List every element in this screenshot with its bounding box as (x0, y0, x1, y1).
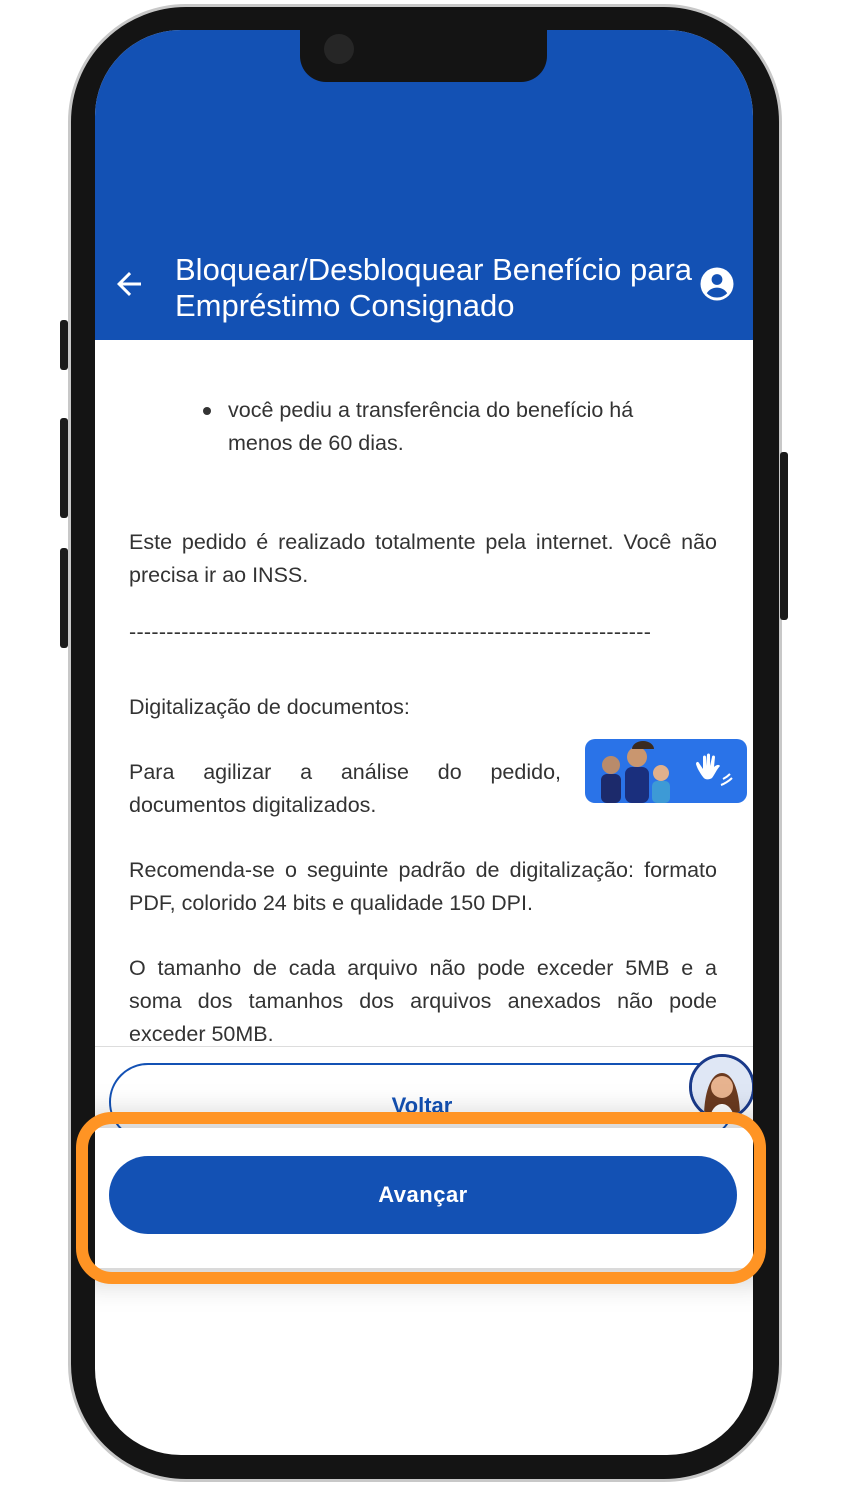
section-title: Digitalização de documentos: (129, 695, 410, 719)
phone-notch (300, 30, 547, 82)
sign-language-hands-icon (693, 749, 735, 791)
virtual-assistant-avatar[interactable] (689, 1054, 753, 1120)
list-item: você pediu a transferência do benefício há menos de 60 dias. (203, 394, 693, 460)
libras-avatars-icon (585, 739, 685, 803)
online-request-paragraph: Este pedido é realizado totalmente pela internet. Você não precisa ir ao INSS. (129, 530, 717, 587)
phone-volume-down (60, 548, 68, 648)
highlight-frame (76, 1112, 766, 1284)
avancar-button[interactable]: Avançar (109, 1156, 737, 1234)
arrow-left-icon[interactable] (111, 266, 147, 302)
phone-power-button (780, 452, 788, 620)
requirements-list (203, 394, 693, 460)
dashed-divider: ---------------------------------------------------------------------- (129, 620, 652, 644)
libras-translator-button[interactable] (585, 739, 747, 803)
app-header (95, 30, 753, 340)
footer-divider (95, 1046, 753, 1047)
padrao-paragraph: Recomenda-se o seguinte padrão de digitalização: formato PDF, colorido 24 bits e qualidade 150 DPI. (129, 858, 717, 915)
agilizar-paragraph: Para agilizar a análise do pedido, documentos digitalizados. (129, 760, 561, 817)
phone-volume-up (60, 418, 68, 518)
user-circle-icon[interactable] (699, 266, 735, 302)
phone-silent-switch (60, 320, 68, 370)
page-title: Bloquear/Desbloquear Benefício para Empréstimo Consignado (175, 252, 693, 323)
assistant-face-icon (692, 1057, 752, 1117)
front-camera (324, 34, 354, 64)
tamanho-paragraph: O tamanho de cada arquivo não pode exceder 5MB e a soma dos tamanhos dos arquivos anexados não pode exceder 50MB. (129, 956, 717, 1046)
voltar-label: Voltar (391, 1093, 453, 1118)
